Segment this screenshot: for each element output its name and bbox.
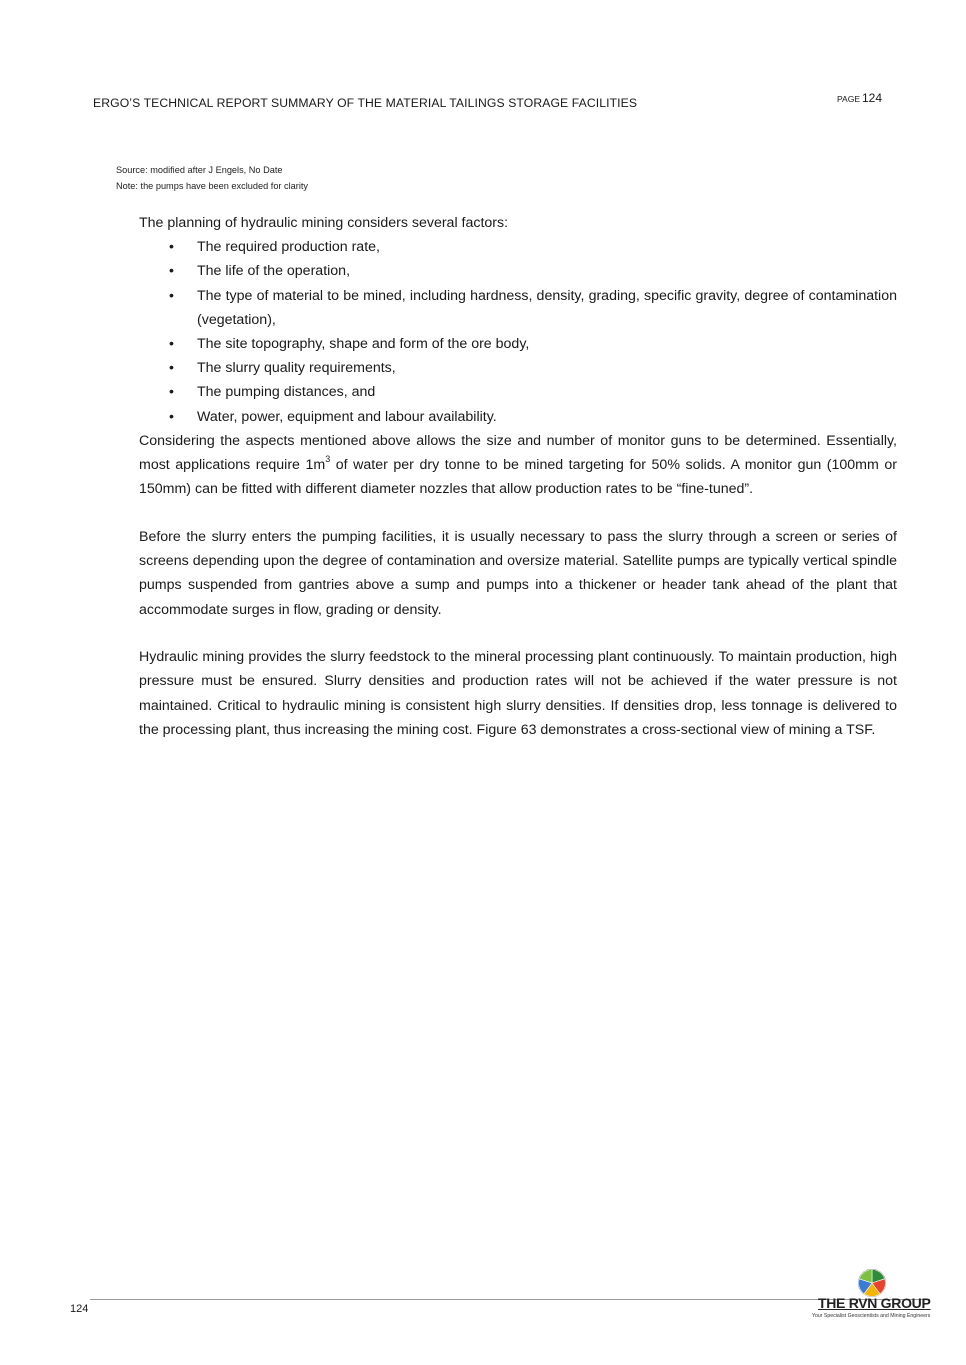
logo-tagline: Your Specialist Geoscientists and Mining Engineers [812, 1313, 931, 1319]
header-page-number [837, 91, 882, 105]
paragraph-pumping-facilities: Before the slurry enters the pumping facilities, it is usually necessary to pass the slurry through a screen or series of screens depending upon the degree of contamination and oversize material. Satellite pumps are typically vertical spindle pumps suspended from gantries above a sump and pumps into a thickener or header tank ahead of the plant that accommodate surges in flow, grading or density. [139, 528, 897, 618]
list-item: • Water, power, equipment and labour availability. [139, 405, 897, 429]
list-item: • The life of the operation, [139, 259, 897, 283]
list-item: • The slurry quality requirements, [139, 356, 897, 380]
source-line: Source: modified after J Engels, No Date [116, 165, 283, 175]
list-item: • The type of material to be mined, including hardness, density, grading, specific gravity, degree of contamination (vegetation), [139, 284, 897, 332]
page-prefix: PAGE [837, 94, 860, 104]
list-item: • The site topography, shape and form of the ore body, [139, 332, 897, 356]
logo-globe-icon [857, 1268, 887, 1298]
rvn-group-logo [812, 1268, 932, 1324]
list-item: • The required production rate, [139, 235, 897, 259]
footer-divider [90, 1299, 930, 1300]
factors-intro: The planning of hydraulic mining considers several factors: [139, 215, 509, 231]
note-line: Note: the pumps have been excluded for clarity [116, 181, 309, 191]
paragraph-monitor-guns [139, 429, 897, 502]
para1-text-after: of water per dry tonne to be mined targeting for 50% solids. A monitor gun (100mm or 150mm) can be fitted with different diameter nozzles that allow production rates to be “fine-tuned”. [139, 457, 897, 498]
para1-text-before: Considering the aspects mentioned above allows the size and number of monitor guns to be determined. Essentially, most applications require 1m [139, 432, 897, 474]
cubic-superscript: 3 [325, 454, 331, 465]
footer-page-number: 124 [70, 1303, 89, 1315]
main-body-text [139, 211, 897, 742]
paragraph-hydraulic-mining: Hydraulic mining provides the slurry feedstock to the mineral processing plant continuously. To maintain production, high pressure must be ensured. Slurry densities and production rates will not be achieved if the water pressure is not maintained. Critical to hydraulic mining is consistent high slurry densities. If densities drop, less tonnage is delivered to the processing plant, thus increasing the mining cost. Figure 63 demonstrates a cross-sectional view of mining a TSF. [139, 649, 897, 738]
figure-source-note [116, 162, 308, 194]
factors-list [139, 235, 897, 429]
report-header-title: ERGO’S TECHNICAL REPORT SUMMARY OF THE MATERIAL TAILINGS STORAGE FACILITIES [93, 96, 638, 110]
logo-wordmark: THE RVN GROUP [818, 1295, 931, 1311]
list-item: • The pumping distances, and [139, 380, 897, 404]
page-number-value: 124 [862, 91, 883, 105]
